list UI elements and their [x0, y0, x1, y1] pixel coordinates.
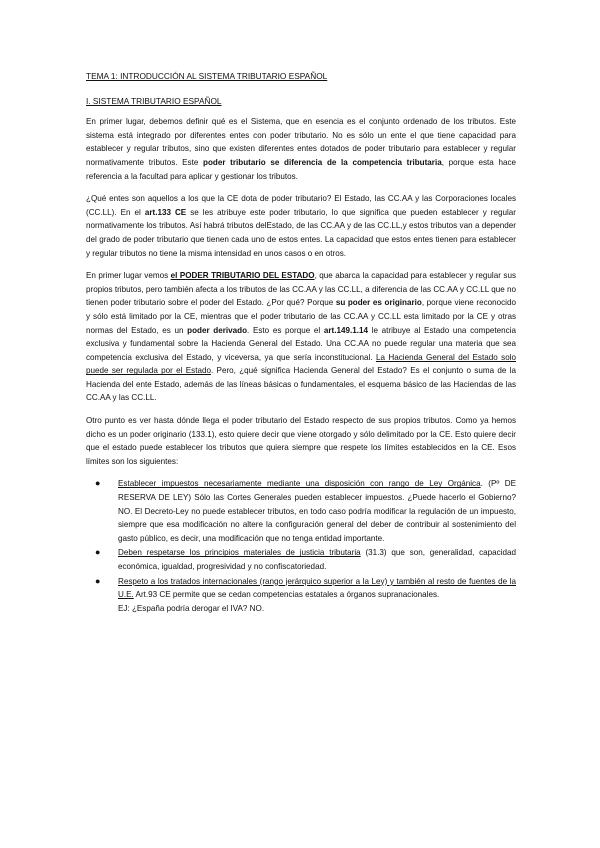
text: se les atribuye este poder tributario, lo que significa que pueden establecer y regular normativamente los tributos. Así habrá tributos delEstado, de las CC.AA y de las CC.LL,y estos tributos van a depender del grado de poder tributario que tienen cada uno de estos entes. La capacidad que estos entes tienen para establecer y regular tributos no tiene la misma intensidad en unos casos o en otros. — [86, 207, 516, 258]
bold-underlined-text: el PODER TRIBUTARIO DEL ESTADO — [170, 271, 315, 281]
underlined-text: Establecer impuestos necesariamente mediante una disposición con rango de Ley Orgánica — [118, 479, 481, 489]
bold-text: art.149.1.14 — [323, 325, 368, 335]
text: En primer lugar, debemos definir qué es el Sistema, que en esencia es el conjunto ordenado de los tributos. Este sistema está integrado por diferentes entes con poder tributario. No es sólo un ente el que tiene capacidad para establecer y regular tributos, sino que existen diferentes entes dotados de poder tributario para establecer y regular normativamente tributos. Este — [86, 117, 516, 167]
section-heading: I. SISTEMA TRIBUTARIO ESPAÑOL — [86, 95, 222, 106]
paragraph-2 — [86, 192, 516, 260]
underlined-text: Respeto a los tratados internacionales (rango jerárquico superior a la Ley) y también al resto de fuentes de la U.E. — [118, 576, 516, 600]
text: ¿Qué entes son aquellos a los que la CE dota de poder tributario? El Estado, las CC.AA y las Corporaciones locales (CC.LL). En el — [86, 194, 516, 217]
bold-text: su poder es originario — [335, 298, 422, 308]
bold-text: poder derivado — [187, 325, 248, 335]
underlined-text: La Hacienda General del Estado solo puede ser regulada por el Estado — [86, 352, 516, 376]
bullet-icon: ● — [95, 575, 101, 586]
paragraph-4: Otro punto es ver hasta dónde llega el poder tributario del Estado respecto de sus propios tributos. Como ya hemos dicho es un poder originario (133.1), esto quiere decir que viene otorgado y sólo delimitado por la CE. Esto quiere decir que el estado puede establecer los tributos que quiera siempre que respete los límites establecidos en la CE. Esos límites son los siguientes: — [86, 416, 516, 466]
underlined-text: Deben respetarse los principios materiales de justicia tributaria — [118, 548, 361, 558]
bullet-icon: ● — [95, 478, 101, 489]
text: , porque esta hace referencia a la facultad para aplicar y gestionar los tributos. — [86, 157, 517, 181]
list-item — [86, 575, 516, 616]
list-item — [86, 546, 516, 573]
text: , porque viene reconocido y sólo está limitado por la CE, mientras que el poder tributario de las CC.AA y CC.LL esta limitado por la CE y otras normas del Estado, es un — [86, 298, 516, 335]
text: Art.93 CE permite que se cedan competencias estatales a órganos supranacionales. — [133, 590, 440, 600]
text: En primer lugar vemos — [86, 271, 171, 281]
paragraph-3 — [86, 269, 516, 405]
example-text: EJ: ¿España podría derogar el IVA? NO. — [118, 603, 265, 613]
bold-text: poder tributario se diferencia de la competencia tributaria — [203, 157, 442, 167]
text: . (Pº DE RESERVA DE LEY) Sólo las Cortes Generales pueden establecer impuestos. ¿Puede hacerlo el Gobierno? NO. El Decreto-Ley no puede establecer tributos, en todo caso podría modificar la regulación de un impuesto, siempre que esa modificación no altere la configuración general del deber de contribuir al sostenimiento del gasto público, es decir, una modificación que no tenga entidad importante. — [118, 479, 516, 543]
text: , que abarca la capacidad para establecer y regular sus propios tributos, pero también afecta a los tributos de las CC.AA y las CC.LL, a diferencia de las CC.AA y CC.LL que no tienen poder tributario sobre el poder del Estado. ¿Por qué? Porque — [86, 271, 516, 308]
text: . Esto es porque el — [247, 325, 324, 335]
paragraph-1 — [86, 115, 516, 183]
limits-list — [86, 477, 516, 615]
text: le atribuye al Estado una competencia exclusiva y fundamental sobre la Hacienda General del Estado. Una CC.AA no puede regular una materia que sea competencia exclusiva del Estado, y viceversa, ya que sería inconstitucional. — [86, 325, 516, 362]
bold-text: art.133 CE — [144, 207, 187, 217]
document-title: TEMA 1: INTRODUCCIÓN AL SISTEMA TRIBUTARIO ESPAÑOL — [86, 71, 328, 81]
document-page — [86, 70, 516, 616]
bullet-icon: ● — [95, 547, 101, 558]
text: . Pero, ¿qué significa Hacienda General del Estado? Es el conjunto o suma de la Hacienda del ente Estado, además de las líneas básicas o fundamentales, el esquema básico de las Haciendas de las CC.AA y las CC.LL. — [86, 366, 516, 403]
text: (31.3) que son, generalidad, capacidad económica, igualdad, progresividad y no confiscatoriedad. — [118, 548, 517, 571]
list-item — [86, 477, 516, 545]
